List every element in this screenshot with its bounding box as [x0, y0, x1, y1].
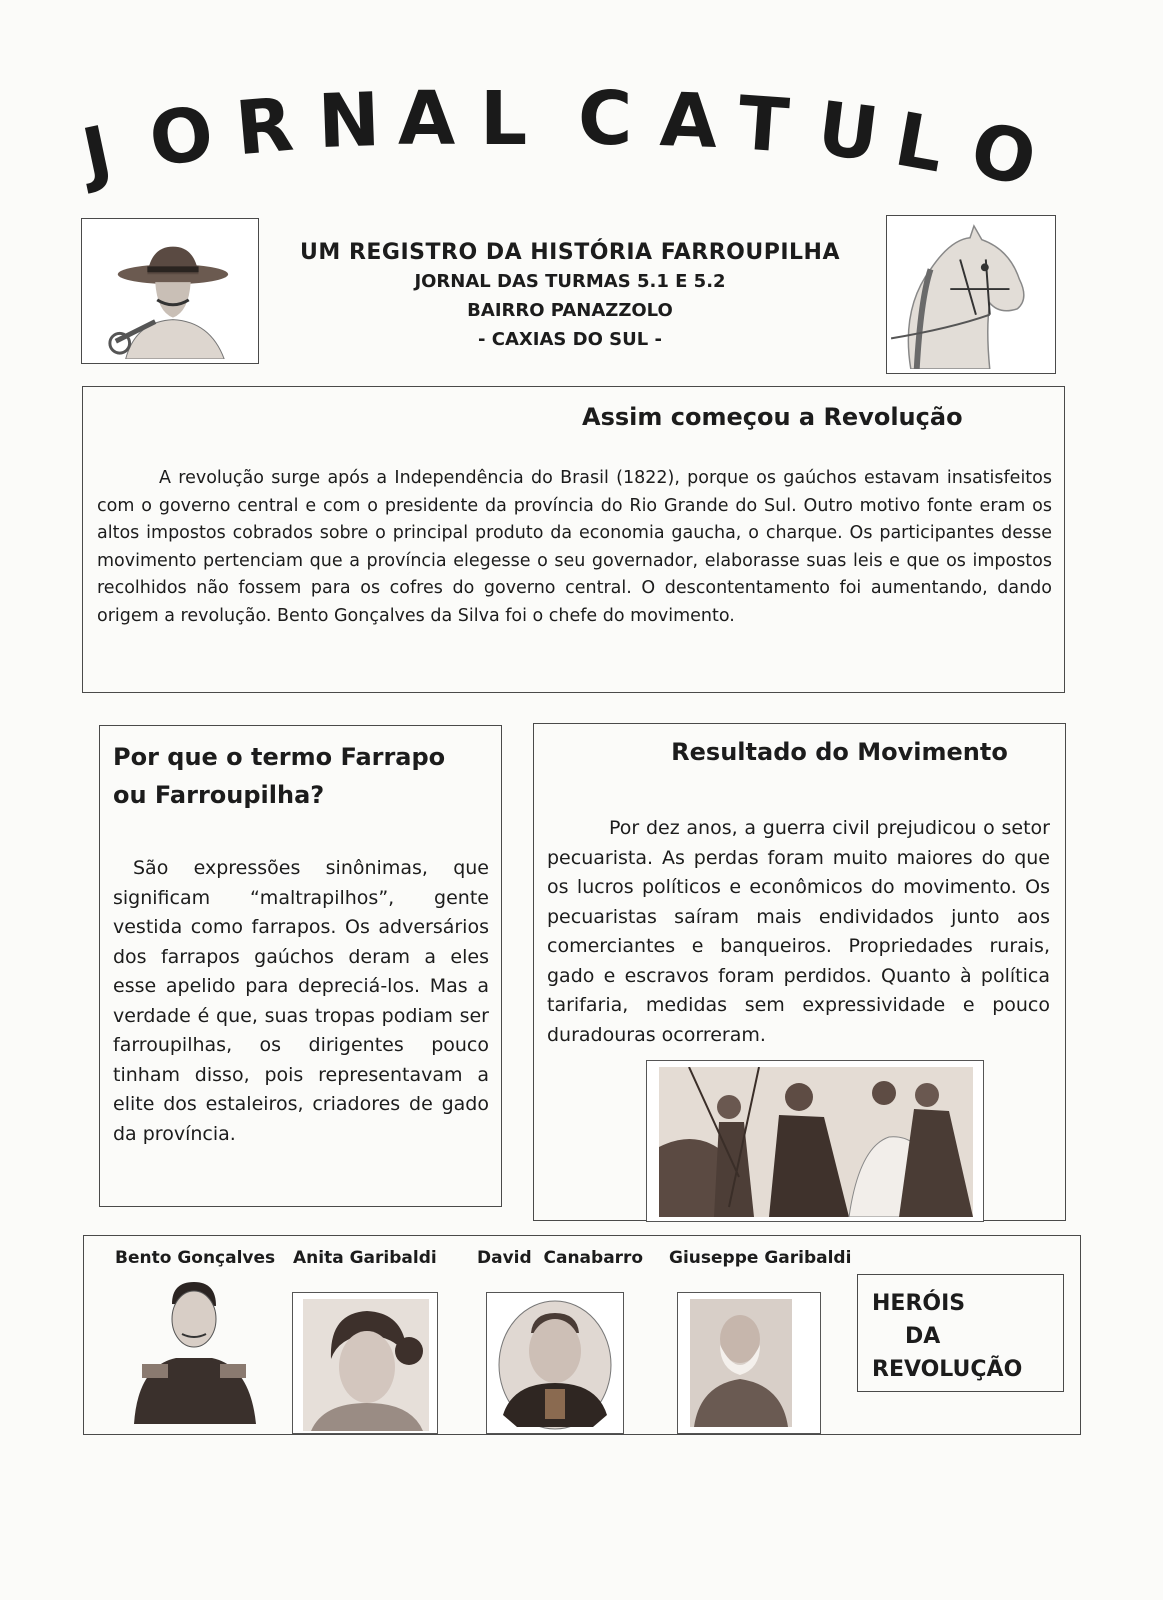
masthead-letter: U: [812, 85, 884, 179]
portrait-anita-garibaldi: [303, 1299, 429, 1431]
heroes-label: [872, 1287, 1022, 1386]
hero-name-anita: Anita Garibaldi: [293, 1248, 437, 1268]
portrait-giuseppe-garibaldi-frame: [677, 1292, 821, 1434]
masthead-letter: L: [888, 96, 951, 190]
heroes-label-line-3: REVOLUÇÃO: [872, 1357, 1023, 1382]
portrait-david-canabarro-frame: [486, 1292, 624, 1434]
portrait-anita-garibaldi-frame: [292, 1292, 438, 1434]
article-movement-result: [533, 723, 1066, 1221]
article-revolution-start: [82, 386, 1065, 693]
header-line-4: - CAXIAS DO SUL -: [478, 329, 662, 350]
masthead-letter: A: [658, 77, 719, 165]
heroes-label-box: [857, 1274, 1064, 1392]
heroes-label-line-2: DA: [905, 1324, 941, 1349]
masthead-letter: O: [963, 106, 1044, 204]
article-body: A revolução surge após a Independência do Brasil (1822), porque os gaúchos estavam insatisfeitos com o governo central e com o presidente da província do Rio Grande do Sul. Outro motivo fonte eram os altos impostos cobrados sobre o principal produto da economia gaucha, o charque. Os participantes desse movimento pertenciam que a província elegesse o seu governador, elaborasse suas leis e que os impostos recolhidos não fossem para os cofres do governo central. O descontentamento foi aumentando, dando origem a revolução. Bento Gonçalves da Silva foi o chefe do movimento.: [97, 468, 1052, 626]
gaucho-illustration-frame: [81, 218, 259, 364]
masthead-letter: A: [398, 76, 456, 162]
heroes-label-line-1: HERÓIS: [872, 1291, 966, 1316]
article-title-line-1: Por que o termo Farrapo: [113, 743, 446, 771]
header-block: [270, 240, 870, 350]
masthead-letter: C: [578, 76, 633, 162]
masthead-letter: R: [232, 81, 297, 173]
portrait-bento-goncalves: [128, 1274, 258, 1424]
article-body: São expressões sinônimas, que significam “maltrapilhos”, gente vestida como farrapos. Os adversários dos farrapos gaúchos deram a eles esse apelido para depreciá-los. Mas a verdade é que, suas tropas podiam ser farroupilhas, os dirigentes pouco tinham disso, pois representavam a elite dos estaleiros, criadores de gado da província.: [113, 857, 489, 1145]
battle-illustration-frame: [646, 1060, 984, 1222]
article-title: Assim começou a Revolução: [582, 403, 963, 431]
article-title: [113, 738, 445, 814]
masthead-letter: J: [75, 110, 119, 196]
article-body: Por dez anos, a guerra civil prejudicou o setor pecuarista. As perdas foram muito maiores do que os lucros políticos e econômicos do movimento. Os pecuaristas saíram mais endividados junto aos comerciantes e banqueiros. Propriedades rurais, gado e escravos foram perdidos. Quanto à política tarifaria, medidas sem expressividade e pouco duradouras ocorreram.: [547, 817, 1050, 1046]
article-title: Resultado do Movimento: [671, 738, 1008, 766]
masthead-letter: L: [480, 76, 528, 162]
masthead-letter: N: [316, 76, 382, 166]
masthead: [0, 0, 1163, 204]
hero-name-giuseppe: Giuseppe Garibaldi: [669, 1248, 852, 1268]
battle-illustration: [659, 1067, 973, 1217]
header-line-2: JORNAL DAS TURMAS 5.1 E 5.2: [414, 271, 726, 292]
hero-name-david: David Canabarro: [477, 1248, 644, 1268]
heroes-section: [83, 1235, 1081, 1435]
portrait-giuseppe-garibaldi: [690, 1299, 792, 1427]
article-title-line-2: ou Farroupilha?: [113, 781, 325, 809]
masthead-letter: O: [144, 90, 219, 184]
horse-illustration-frame: [886, 215, 1056, 374]
header-line-3: BAIRRO PANAZZOLO: [467, 300, 673, 321]
masthead-letter: T: [735, 80, 792, 170]
portrait-david-canabarro: [497, 1299, 613, 1431]
gaucho-illustration: [86, 223, 254, 359]
header-line-1: UM REGISTRO DA HISTÓRIA FARROUPILHA: [300, 240, 840, 265]
article-farrapo-term: [99, 725, 502, 1207]
hero-name-bento: Bento Gonçalves: [115, 1248, 276, 1268]
horse-illustration: [891, 220, 1051, 369]
